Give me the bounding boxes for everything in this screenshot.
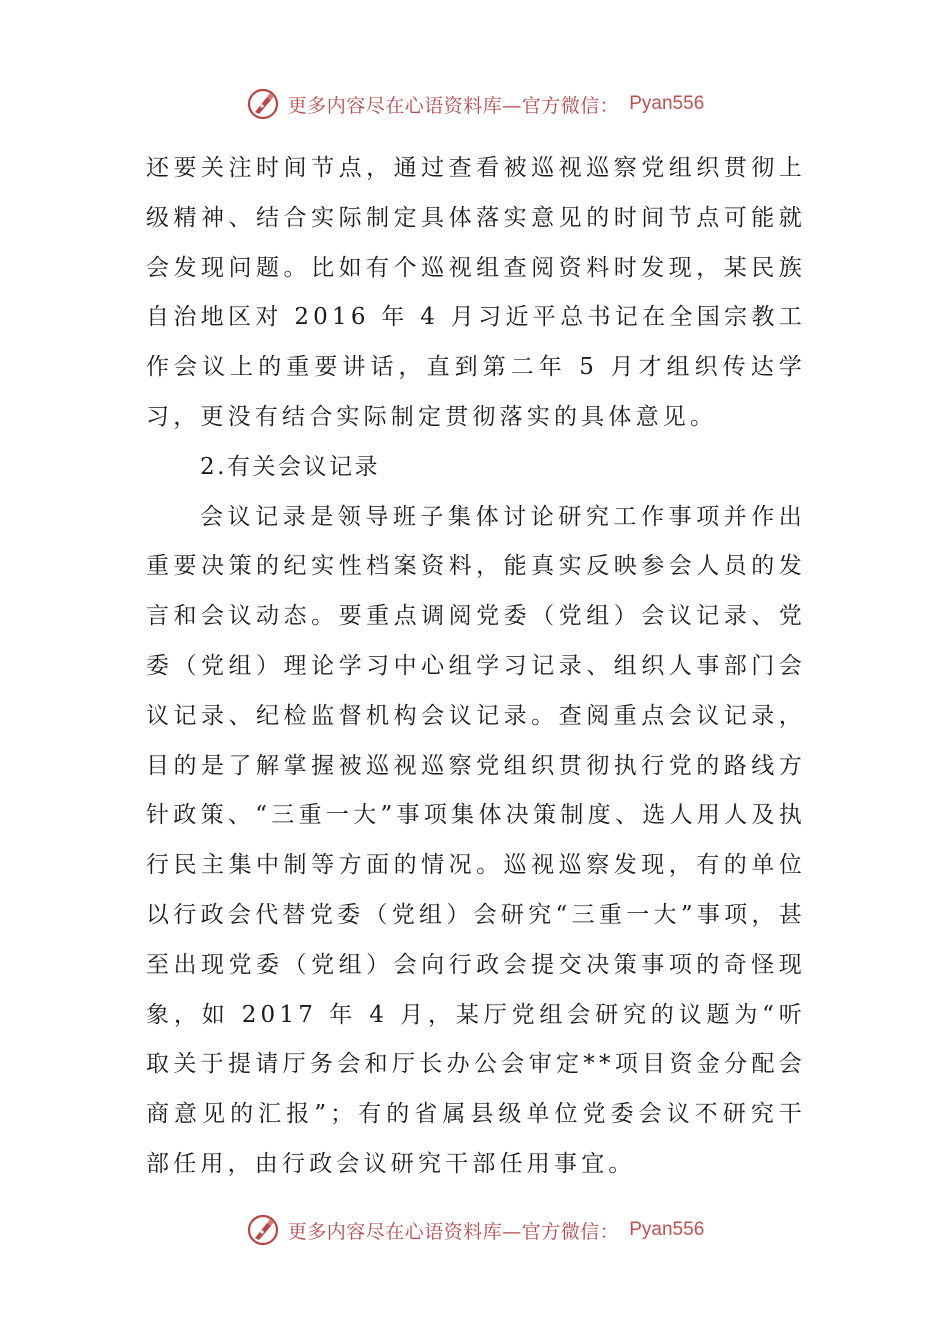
paragraph-meeting-records: 会议记录是领导班子集体讨论研究工作事项并作出重要决策的纪实性档案资料，能真实反映参会人员的发言和会议动态。要重点调阅党委（党组）会议记录、党委（党组）理论学习中心组学习记录、组织人事部门会议记录、纪检监督机构会议记录。查阅重点会议记录，目的是了解掌握被巡视巡察党组织贯彻执行党的路线方针政策、“三重一大”事项集体决策制度、选人用人及执行民主集中制等方面的情况。巡视巡察发现，有的单位以行政会代替党委（党组）会研究“三重一大”事项，甚至出现党委（党组）会向行政会提交决策事项的奇怪现象，如 2017 年 4 月，某厅党组会研究的议题为“听取关于提请厅务会和厅长办公会审定**项目资金分配会商意见的汇报”；有的省属县级单位党委会议不研究干部任用，由行政会议研究干部任用事宜。 [146, 503, 806, 1177]
watermark-text: 更多内容尽在心语资料库—官方微信： [287, 1220, 620, 1243]
watermark-account: Pyan556 [629, 93, 705, 114]
footer-watermark [0, 1210, 950, 1250]
document-body [146, 144, 806, 1190]
pen-nib-logo-icon [246, 87, 280, 121]
section-heading-meeting-records: 2.有关会议记录 [200, 453, 380, 480]
paragraph-time-nodes: 还要关注时间节点，通过查看被巡视巡察党组织贯彻上级精神、结合实际制定具体落实意见的时间节点可能就会发现问题。比如有个巡视组查阅资料时发现，某民族自治地区对 2016 年 4 月习近平总书记在全国宗教工作会议上的重要讲话，直到第二年 5 月才组织传达学习，更没有结合实际制定贯彻落实的具体意见。 [146, 155, 806, 430]
header-watermark [0, 84, 950, 124]
watermark-account: Pyan556 [629, 1219, 705, 1240]
pen-nib-logo-icon [246, 1213, 280, 1247]
watermark-text: 更多内容尽在心语资料库—官方微信： [287, 94, 620, 117]
